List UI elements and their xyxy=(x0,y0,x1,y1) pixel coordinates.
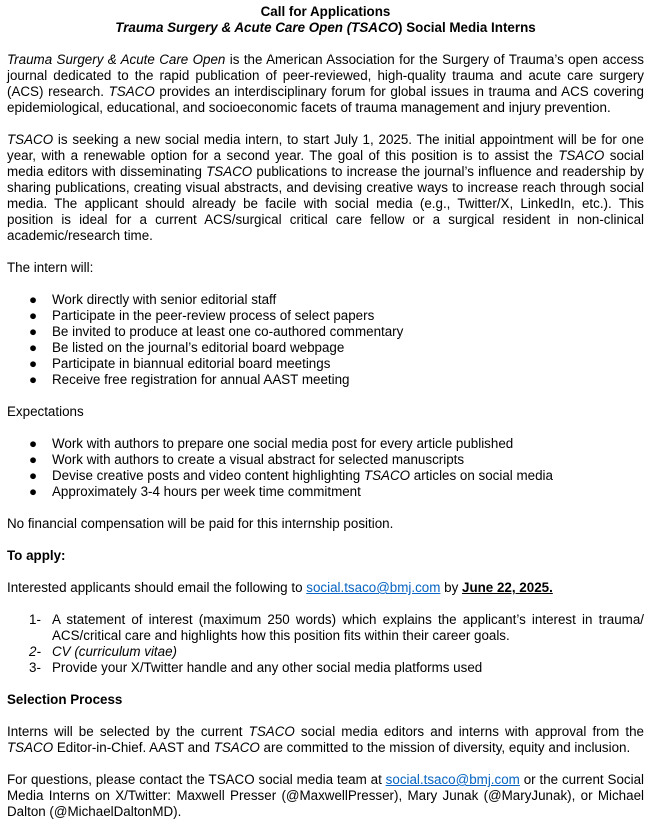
page-title xyxy=(7,4,644,36)
list-item: ● Work with authors to create a visual abstract for selected manuscripts xyxy=(29,452,465,467)
apply-email-link[interactable]: social.tsaco@bmj.com xyxy=(306,580,441,595)
list-item: 1- A statement of interest (maximum 250 words) which explains the applicant’s interest in trauma/ ACS/critical care and highlights how this position fits within their career goals. xyxy=(29,612,644,643)
deadline: June 22, 2025. xyxy=(462,580,553,595)
bullet-icon: ● xyxy=(29,452,38,467)
title-line-1: Call for Applications xyxy=(260,4,391,19)
apply-requirements-list xyxy=(7,612,644,676)
contact-paragraph: For questions, please contact the TSACO social media team at social.tsaco@bmj.com or the current Social Media Interns on X/Twitter: Maxwell Presser (@MaxwellPresser), Mary Junak (@MaryJunak), or Michael Dalton (@MichaelDaltonMD). xyxy=(7,772,644,819)
list-item: ● Approximately 3-4 hours per week time commitment xyxy=(29,484,361,499)
list-item: ● Work directly with senior editorial staff xyxy=(29,292,277,307)
list-item: ● Participate in the peer-review process of select papers xyxy=(29,308,375,323)
list-item: ● Participate in biannual editorial board meetings xyxy=(29,356,331,371)
bullet-icon: ● xyxy=(29,340,38,355)
bullet-icon: ● xyxy=(29,468,38,483)
list-item: ● Be invited to produce at least one co-authored commentary xyxy=(29,324,404,339)
apply-heading: To apply: xyxy=(7,548,66,563)
expectations-list xyxy=(7,436,644,500)
apply-paragraph: Interested applicants should email the following to social.tsaco@bmj.com by June 22, 2025. xyxy=(7,580,553,595)
expectations-heading: Expectations xyxy=(7,404,84,419)
contact-email-link[interactable]: social.tsaco@bmj.com xyxy=(385,772,520,787)
list-item: 2- CV (curriculum vitae) xyxy=(29,644,178,659)
bullet-icon: ● xyxy=(29,308,38,323)
bullet-icon: ● xyxy=(29,324,38,339)
intro-paragraph: Trauma Surgery & Acute Care Open is the American Association for the Surgery of Trauma’s open access journal dedicated to the rapid publication of peer-reviewed, high-quality trauma and acute care surgery (ACS) research. TSACO provides an interdisciplinary forum for global issues in trauma and ACS covering epidemiological, educational, and socioeconomic facets of trauma management and injury prevention. xyxy=(7,52,644,115)
compensation-note: No financial compensation will be paid for this internship position. xyxy=(7,516,394,531)
selection-heading: Selection Process xyxy=(7,692,123,707)
bullet-icon: ● xyxy=(29,484,38,499)
list-item: ● Devise creative posts and video content highlighting TSACO articles on social media xyxy=(29,468,553,483)
intern-will-heading: The intern will: xyxy=(7,260,94,275)
title-line-2: Trauma Surgery & Acute Care Open (TSACO) Social Media Interns xyxy=(115,20,536,35)
bullet-icon: ● xyxy=(29,356,38,371)
list-item: ● Work with authors to prepare one social media post for every article published xyxy=(29,436,514,451)
bullet-icon: ● xyxy=(29,292,38,307)
bullet-icon: ● xyxy=(29,372,38,387)
bullet-icon: ● xyxy=(29,436,38,451)
seeking-paragraph: TSACO is seeking a new social media intern, to start July 1, 2025. The initial appointment will be for one year, with a renewable option for a second year. The goal of this position is to assist the TSACO social media editors with disseminating TSACO publications to increase the journal’s influence and readership by sharing publications, creating visual abstracts, and devising creative ways to increase reach through social media. The applicant should already be facile with social media (e.g., Twitter/X, LinkedIn, etc.). This position is ideal for a current ACS/surgical critical care fellow or a surgical resident in non-clinical academic/research time. xyxy=(7,132,644,243)
intern-duties-list xyxy=(7,292,644,388)
list-item: 3- Provide your X/Twitter handle and any other social media platforms used xyxy=(29,660,483,675)
list-item: ● Be listed on the journal’s editorial board webpage xyxy=(29,340,345,355)
selection-paragraph: Interns will be selected by the current TSACO social media editors and interns with approval from the TSACO Editor-in-Chief. AAST and TSACO are committed to the mission of diversity, equity and inclusion. xyxy=(7,724,644,755)
list-item: ● Receive free registration for annual AAST meeting xyxy=(29,372,350,387)
